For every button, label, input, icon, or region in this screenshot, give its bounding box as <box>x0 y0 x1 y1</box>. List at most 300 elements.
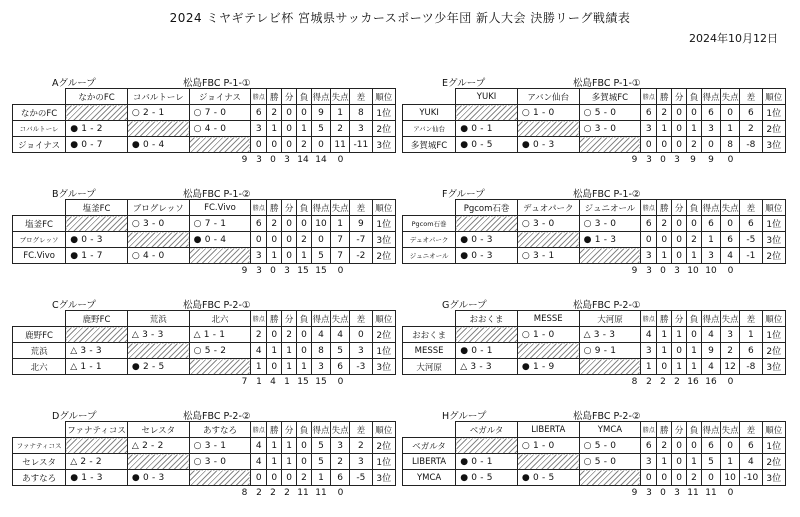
total-value: 9 <box>631 155 638 165</box>
stat-cell: 8 <box>350 105 372 121</box>
stat-cell: 3 <box>641 454 657 470</box>
match-result: ○ 3 - 1 <box>517 248 579 264</box>
stat-cell: 3 <box>350 454 372 470</box>
stat-header: 順位 <box>762 200 785 216</box>
stat-header: 順位 <box>372 200 395 216</box>
total-value: 11 <box>315 488 327 498</box>
group-venue: 松島FBC P-2-② <box>573 411 641 422</box>
stat-cell: 3 <box>311 359 330 375</box>
self-match-cell <box>579 359 641 375</box>
total-value: 1 <box>284 377 290 387</box>
stat-cell: 3 <box>251 248 267 264</box>
stat-cell: 2 <box>721 343 740 359</box>
stat-header: 得点 <box>701 89 720 105</box>
stat-cell: 6 <box>740 438 762 454</box>
total-value: 9 <box>631 488 638 498</box>
total-value: 15 <box>297 377 309 387</box>
stat-cell: 2 <box>297 470 312 486</box>
match-result: ● 0 - 4 <box>189 232 251 248</box>
stat-header: 失点 <box>721 200 740 216</box>
stat-header: 失点 <box>721 311 740 327</box>
rank-cell: 1位 <box>762 216 785 232</box>
stat-header: 分 <box>282 89 297 105</box>
standings-table <box>12 88 396 153</box>
total-value: 3 <box>646 266 652 276</box>
standings-table <box>402 199 786 264</box>
self-match-cell <box>127 232 189 248</box>
total-value: 11 <box>687 488 699 498</box>
stat-header: 差 <box>350 311 372 327</box>
team-label: セレスタ <box>13 454 66 470</box>
table-row <box>13 454 396 470</box>
corner-cell <box>13 422 66 438</box>
match-result: ● 0 - 1 <box>456 454 518 470</box>
total-value: 0 <box>727 377 734 387</box>
stat-cell: 1 <box>721 454 740 470</box>
match-result: ○ 5 - 0 <box>579 438 641 454</box>
stat-header: 勝 <box>267 200 282 216</box>
rank-cell: 3位 <box>762 137 785 153</box>
stat-header: 順位 <box>372 311 395 327</box>
stat-header: 勝 <box>657 422 672 438</box>
group-venue: 松島FBC P-1-② <box>183 189 251 200</box>
rank-cell: 1位 <box>372 216 395 232</box>
group-name: Hグループ <box>442 411 487 422</box>
group-block <box>12 74 396 167</box>
match-result: ○ 5 - 2 <box>189 343 251 359</box>
total-value: 14 <box>315 155 327 165</box>
self-match-cell <box>127 343 189 359</box>
self-match-cell <box>579 248 641 264</box>
rank-cell: 2位 <box>762 454 785 470</box>
stat-header: 失点 <box>331 422 350 438</box>
opponent-header: 鹿野FC <box>66 311 128 327</box>
total-value: 3 <box>256 266 262 276</box>
match-result: ○ 4 - 0 <box>189 121 251 137</box>
stat-cell: 5 <box>311 454 330 470</box>
stat-cell: 3 <box>641 343 657 359</box>
totals-row <box>402 486 786 500</box>
total-value: 0 <box>727 155 734 165</box>
group-name: Bグループ <box>52 189 96 200</box>
rank-cell: 2位 <box>372 438 395 454</box>
stat-cell: 0 <box>282 137 297 153</box>
stat-header: 順位 <box>762 311 785 327</box>
opponent-header: Pgcom石巻 <box>456 200 518 216</box>
totals-row <box>402 375 786 389</box>
team-label: コバルトーレ <box>13 121 66 137</box>
group-venue: 松島FBC P-2-① <box>183 300 251 311</box>
total-value: 3 <box>256 155 262 165</box>
self-match-cell <box>189 359 251 375</box>
standings-table <box>12 421 396 486</box>
match-result: △ 1 - 1 <box>66 359 128 375</box>
stat-cell: 0 <box>282 470 297 486</box>
opponent-header: デュオパーク <box>517 200 579 216</box>
stat-cell: 5 <box>311 438 330 454</box>
stat-cell: 1 <box>297 359 312 375</box>
self-match-cell <box>456 327 518 343</box>
table-header-row <box>13 200 396 216</box>
rank-cell: 2位 <box>762 248 785 264</box>
group-header <box>12 407 396 421</box>
stat-cell: 6 <box>331 359 350 375</box>
match-result: ○ 3 - 0 <box>189 454 251 470</box>
stat-cell: 1 <box>311 470 330 486</box>
stat-cell: 1 <box>687 359 702 375</box>
stat-cell: 4 <box>701 359 720 375</box>
total-value: 15 <box>297 266 309 276</box>
match-result: ● 0 - 5 <box>456 470 518 486</box>
corner-cell <box>13 200 66 216</box>
table-header-row <box>13 422 396 438</box>
total-value: 3 <box>284 155 290 165</box>
team-label: デュオパーク <box>403 232 456 248</box>
stat-header: 差 <box>740 200 762 216</box>
stat-cell: 0 <box>672 454 687 470</box>
stat-cell: 0 <box>267 359 282 375</box>
stat-cell: 4 <box>251 454 267 470</box>
table-row <box>13 121 396 137</box>
total-value: 0 <box>337 488 344 498</box>
stat-cell: 2 <box>657 438 672 454</box>
table-row <box>403 137 786 153</box>
stat-header: 勝点 <box>641 311 657 327</box>
stat-cell: 4 <box>251 343 267 359</box>
stat-cell: 5 <box>311 121 330 137</box>
stat-cell: 9 <box>701 343 720 359</box>
stat-cell: 10 <box>311 216 330 232</box>
stat-cell: 0 <box>251 470 267 486</box>
match-result: ● 0 - 5 <box>517 470 579 486</box>
totals-row <box>12 264 396 278</box>
stat-cell: 0 <box>687 105 702 121</box>
stat-cell: 0 <box>721 105 740 121</box>
match-result: ○ 3 - 0 <box>579 216 641 232</box>
team-label: MESSE <box>403 343 456 359</box>
table-header-row <box>13 311 396 327</box>
stat-cell: 3 <box>331 438 350 454</box>
self-match-cell <box>456 105 518 121</box>
total-value: 7 <box>241 377 248 387</box>
stat-cell: 0 <box>657 359 672 375</box>
stat-cell: 0 <box>672 137 687 153</box>
group-block <box>402 296 786 389</box>
self-match-cell <box>189 137 251 153</box>
stat-header: 負 <box>687 89 702 105</box>
total-value: 0 <box>337 266 344 276</box>
total-value: 10 <box>687 266 699 276</box>
match-result: △ 2 - 2 <box>127 438 189 454</box>
stat-cell: 0 <box>721 216 740 232</box>
match-result: ○ 5 - 0 <box>579 105 641 121</box>
stat-cell: 1 <box>282 438 297 454</box>
stat-cell: 1 <box>331 216 350 232</box>
total-value: 9 <box>241 155 248 165</box>
match-result: ○ 3 - 0 <box>579 121 641 137</box>
report-date: 2024年10月12日 <box>689 32 778 45</box>
match-result: ● 0 - 4 <box>127 137 189 153</box>
stat-cell: 0 <box>282 121 297 137</box>
stat-cell: 0 <box>687 216 702 232</box>
stat-cell: 4 <box>331 327 350 343</box>
opponent-header: ブログレッソ <box>127 200 189 216</box>
table-row <box>13 343 396 359</box>
corner-cell <box>403 200 456 216</box>
totals-row <box>12 375 396 389</box>
stat-header: 分 <box>672 311 687 327</box>
match-result: ● 1 - 7 <box>66 248 128 264</box>
stat-cell: 8 <box>311 343 330 359</box>
match-result: ○ 2 - 1 <box>127 105 189 121</box>
stat-cell: 0 <box>657 470 672 486</box>
total-value: 0 <box>337 155 344 165</box>
match-result: ○ 3 - 0 <box>127 216 189 232</box>
match-result: ○ 1 - 0 <box>517 327 579 343</box>
total-value: 2 <box>660 377 666 387</box>
opponent-header: なかのFC <box>66 89 128 105</box>
stat-cell: 0 <box>641 232 657 248</box>
group-name: Dグループ <box>52 411 97 422</box>
team-label: LIBERTA <box>403 454 456 470</box>
stat-cell: -11 <box>350 137 372 153</box>
self-match-cell <box>517 343 579 359</box>
match-result: △ 3 - 3 <box>456 359 518 375</box>
rank-cell: 2位 <box>762 343 785 359</box>
stat-cell: 0 <box>282 216 297 232</box>
match-result: ● 1 - 2 <box>66 121 128 137</box>
stat-cell: 2 <box>687 470 702 486</box>
stat-cell: 6 <box>641 105 657 121</box>
stat-cell: 0 <box>297 343 312 359</box>
match-result: ● 1 - 3 <box>579 232 641 248</box>
team-label: なかのFC <box>13 105 66 121</box>
total-value: 2 <box>284 488 290 498</box>
table-row <box>13 216 396 232</box>
stat-cell: 4 <box>251 438 267 454</box>
stat-cell: 1 <box>687 454 702 470</box>
team-label: ジョイナス <box>13 137 66 153</box>
match-result: ● 2 - 5 <box>127 359 189 375</box>
stat-cell: 1 <box>267 121 282 137</box>
stat-header: 分 <box>672 422 687 438</box>
match-result: ● 0 - 7 <box>66 137 128 153</box>
standings-table <box>12 310 396 375</box>
stat-header: 失点 <box>721 89 740 105</box>
stat-header: 失点 <box>331 89 350 105</box>
team-label: 大河原 <box>403 359 456 375</box>
stat-cell: 6 <box>251 105 267 121</box>
self-match-cell <box>579 470 641 486</box>
corner-cell <box>403 311 456 327</box>
stat-cell: 0 <box>282 248 297 264</box>
stat-cell: 1 <box>297 248 312 264</box>
stat-cell: 1 <box>687 121 702 137</box>
rank-cell: 3位 <box>372 232 395 248</box>
stat-cell: -10 <box>740 470 762 486</box>
stat-cell: 6 <box>721 232 740 248</box>
total-value: 0 <box>660 155 666 165</box>
match-result: ○ 1 - 0 <box>517 105 579 121</box>
table-row <box>403 438 786 454</box>
stat-cell: -1 <box>740 248 762 264</box>
total-value: 9 <box>690 155 696 165</box>
group-block <box>402 185 786 278</box>
table-row <box>403 105 786 121</box>
opponent-header: コバルトーレ <box>127 89 189 105</box>
match-result: ○ 1 - 0 <box>517 438 579 454</box>
stat-cell: -8 <box>740 137 762 153</box>
match-result: ● 0 - 3 <box>66 232 128 248</box>
stat-cell: 0 <box>251 137 267 153</box>
group-name: Eグループ <box>442 78 486 89</box>
team-label: ジュニオール <box>403 248 456 264</box>
rank-cell: 1位 <box>372 454 395 470</box>
stat-header: 差 <box>740 89 762 105</box>
stat-cell: 12 <box>721 359 740 375</box>
total-value: 0 <box>270 266 276 276</box>
stat-cell: 0 <box>267 137 282 153</box>
group-venue: 松島FBC P-1-② <box>573 189 641 200</box>
stat-cell: 1 <box>672 327 687 343</box>
stat-cell: 1 <box>657 121 672 137</box>
stat-cell: 1 <box>672 359 687 375</box>
stat-cell: 8 <box>721 137 740 153</box>
group-header <box>12 74 396 88</box>
table-header-row <box>403 422 786 438</box>
stat-cell: 2 <box>251 327 267 343</box>
stat-cell: 0 <box>251 232 267 248</box>
stat-cell: 4 <box>641 327 657 343</box>
group-header <box>12 185 396 199</box>
stat-cell: 2 <box>687 137 702 153</box>
total-value: 9 <box>631 266 638 276</box>
stat-cell: 0 <box>687 327 702 343</box>
stat-header: 負 <box>687 200 702 216</box>
self-match-cell <box>456 216 518 232</box>
total-value: 11 <box>297 488 309 498</box>
total-value: 15 <box>315 377 327 387</box>
self-match-cell <box>66 438 128 454</box>
stat-header: 分 <box>282 422 297 438</box>
table-row <box>403 454 786 470</box>
totals-row <box>12 486 396 500</box>
self-match-cell <box>66 327 128 343</box>
stat-header: 得点 <box>311 89 330 105</box>
total-value: 15 <box>315 266 327 276</box>
total-value: 16 <box>705 377 717 387</box>
total-value: 10 <box>705 266 717 276</box>
stat-cell: 0 <box>311 232 330 248</box>
stat-cell: 0 <box>672 343 687 359</box>
stat-header: 勝点 <box>251 311 267 327</box>
stat-cell: 1 <box>282 454 297 470</box>
stat-header: 分 <box>282 200 297 216</box>
stat-header: 負 <box>687 422 702 438</box>
stat-cell: 0 <box>297 327 312 343</box>
stat-cell: 1 <box>687 343 702 359</box>
totals-row <box>12 153 396 167</box>
stat-cell: 3 <box>641 248 657 264</box>
stat-cell: 3 <box>251 121 267 137</box>
team-label: アバン仙台 <box>403 121 456 137</box>
match-result: ○ 4 - 0 <box>127 248 189 264</box>
match-result: △ 2 - 2 <box>66 454 128 470</box>
total-value: 3 <box>674 155 680 165</box>
stat-header: 負 <box>297 200 312 216</box>
match-result: ○ 3 - 1 <box>189 438 251 454</box>
opponent-header: YUKI <box>456 89 518 105</box>
opponent-header: アバン仙台 <box>517 89 579 105</box>
table-row <box>13 470 396 486</box>
team-label: YUKI <box>403 105 456 121</box>
team-label: 多賀城FC <box>403 137 456 153</box>
stat-cell: 0 <box>641 470 657 486</box>
standings-table <box>402 88 786 153</box>
stat-cell: 4 <box>721 248 740 264</box>
rank-cell: 3位 <box>762 232 785 248</box>
stat-header: 分 <box>672 200 687 216</box>
match-result: ○ 5 - 0 <box>579 454 641 470</box>
stat-cell: 1 <box>657 327 672 343</box>
self-match-cell <box>66 105 128 121</box>
stat-cell: 0 <box>297 216 312 232</box>
total-value: 1 <box>256 377 262 387</box>
stat-cell: 1 <box>267 438 282 454</box>
team-label: おおくま <box>403 327 456 343</box>
stat-cell: 6 <box>740 216 762 232</box>
total-value: 2 <box>270 488 276 498</box>
stat-header: 勝点 <box>251 89 267 105</box>
table-row <box>403 470 786 486</box>
group-venue: 松島FBC P-1-① <box>183 78 251 89</box>
stat-cell: 2 <box>297 232 312 248</box>
match-result: ● 0 - 3 <box>456 232 518 248</box>
rank-cell: 3位 <box>762 359 785 375</box>
stat-cell: 3 <box>350 121 372 137</box>
stat-cell: 6 <box>641 438 657 454</box>
stat-cell: 5 <box>331 343 350 359</box>
stat-cell: 2 <box>740 121 762 137</box>
stat-cell: 2 <box>350 438 372 454</box>
stat-cell: -5 <box>740 232 762 248</box>
self-match-cell <box>517 454 579 470</box>
table-row <box>13 232 396 248</box>
group-header <box>12 296 396 310</box>
team-label: ファナティコス <box>13 438 66 454</box>
opponent-header: MESSE <box>517 311 579 327</box>
team-label: あすなろ <box>13 470 66 486</box>
opponent-header: 塩釜FC <box>66 200 128 216</box>
stat-cell: 2 <box>657 105 672 121</box>
group-venue: 松島FBC P-2-① <box>573 300 641 311</box>
opponent-header: ジュニオール <box>579 200 641 216</box>
stat-cell: 1 <box>657 454 672 470</box>
stat-cell: 7 <box>331 248 350 264</box>
stat-cell: 0 <box>701 137 720 153</box>
total-value: 9 <box>241 266 248 276</box>
stat-cell: 0 <box>687 438 702 454</box>
stat-header: 失点 <box>331 311 350 327</box>
stat-cell: -8 <box>740 359 762 375</box>
corner-cell <box>403 89 456 105</box>
rank-cell: 1位 <box>372 343 395 359</box>
total-value: 3 <box>646 155 652 165</box>
self-match-cell <box>127 454 189 470</box>
team-label: FC.Vivo <box>13 248 66 264</box>
team-label: 北六 <box>13 359 66 375</box>
self-match-cell <box>579 137 641 153</box>
